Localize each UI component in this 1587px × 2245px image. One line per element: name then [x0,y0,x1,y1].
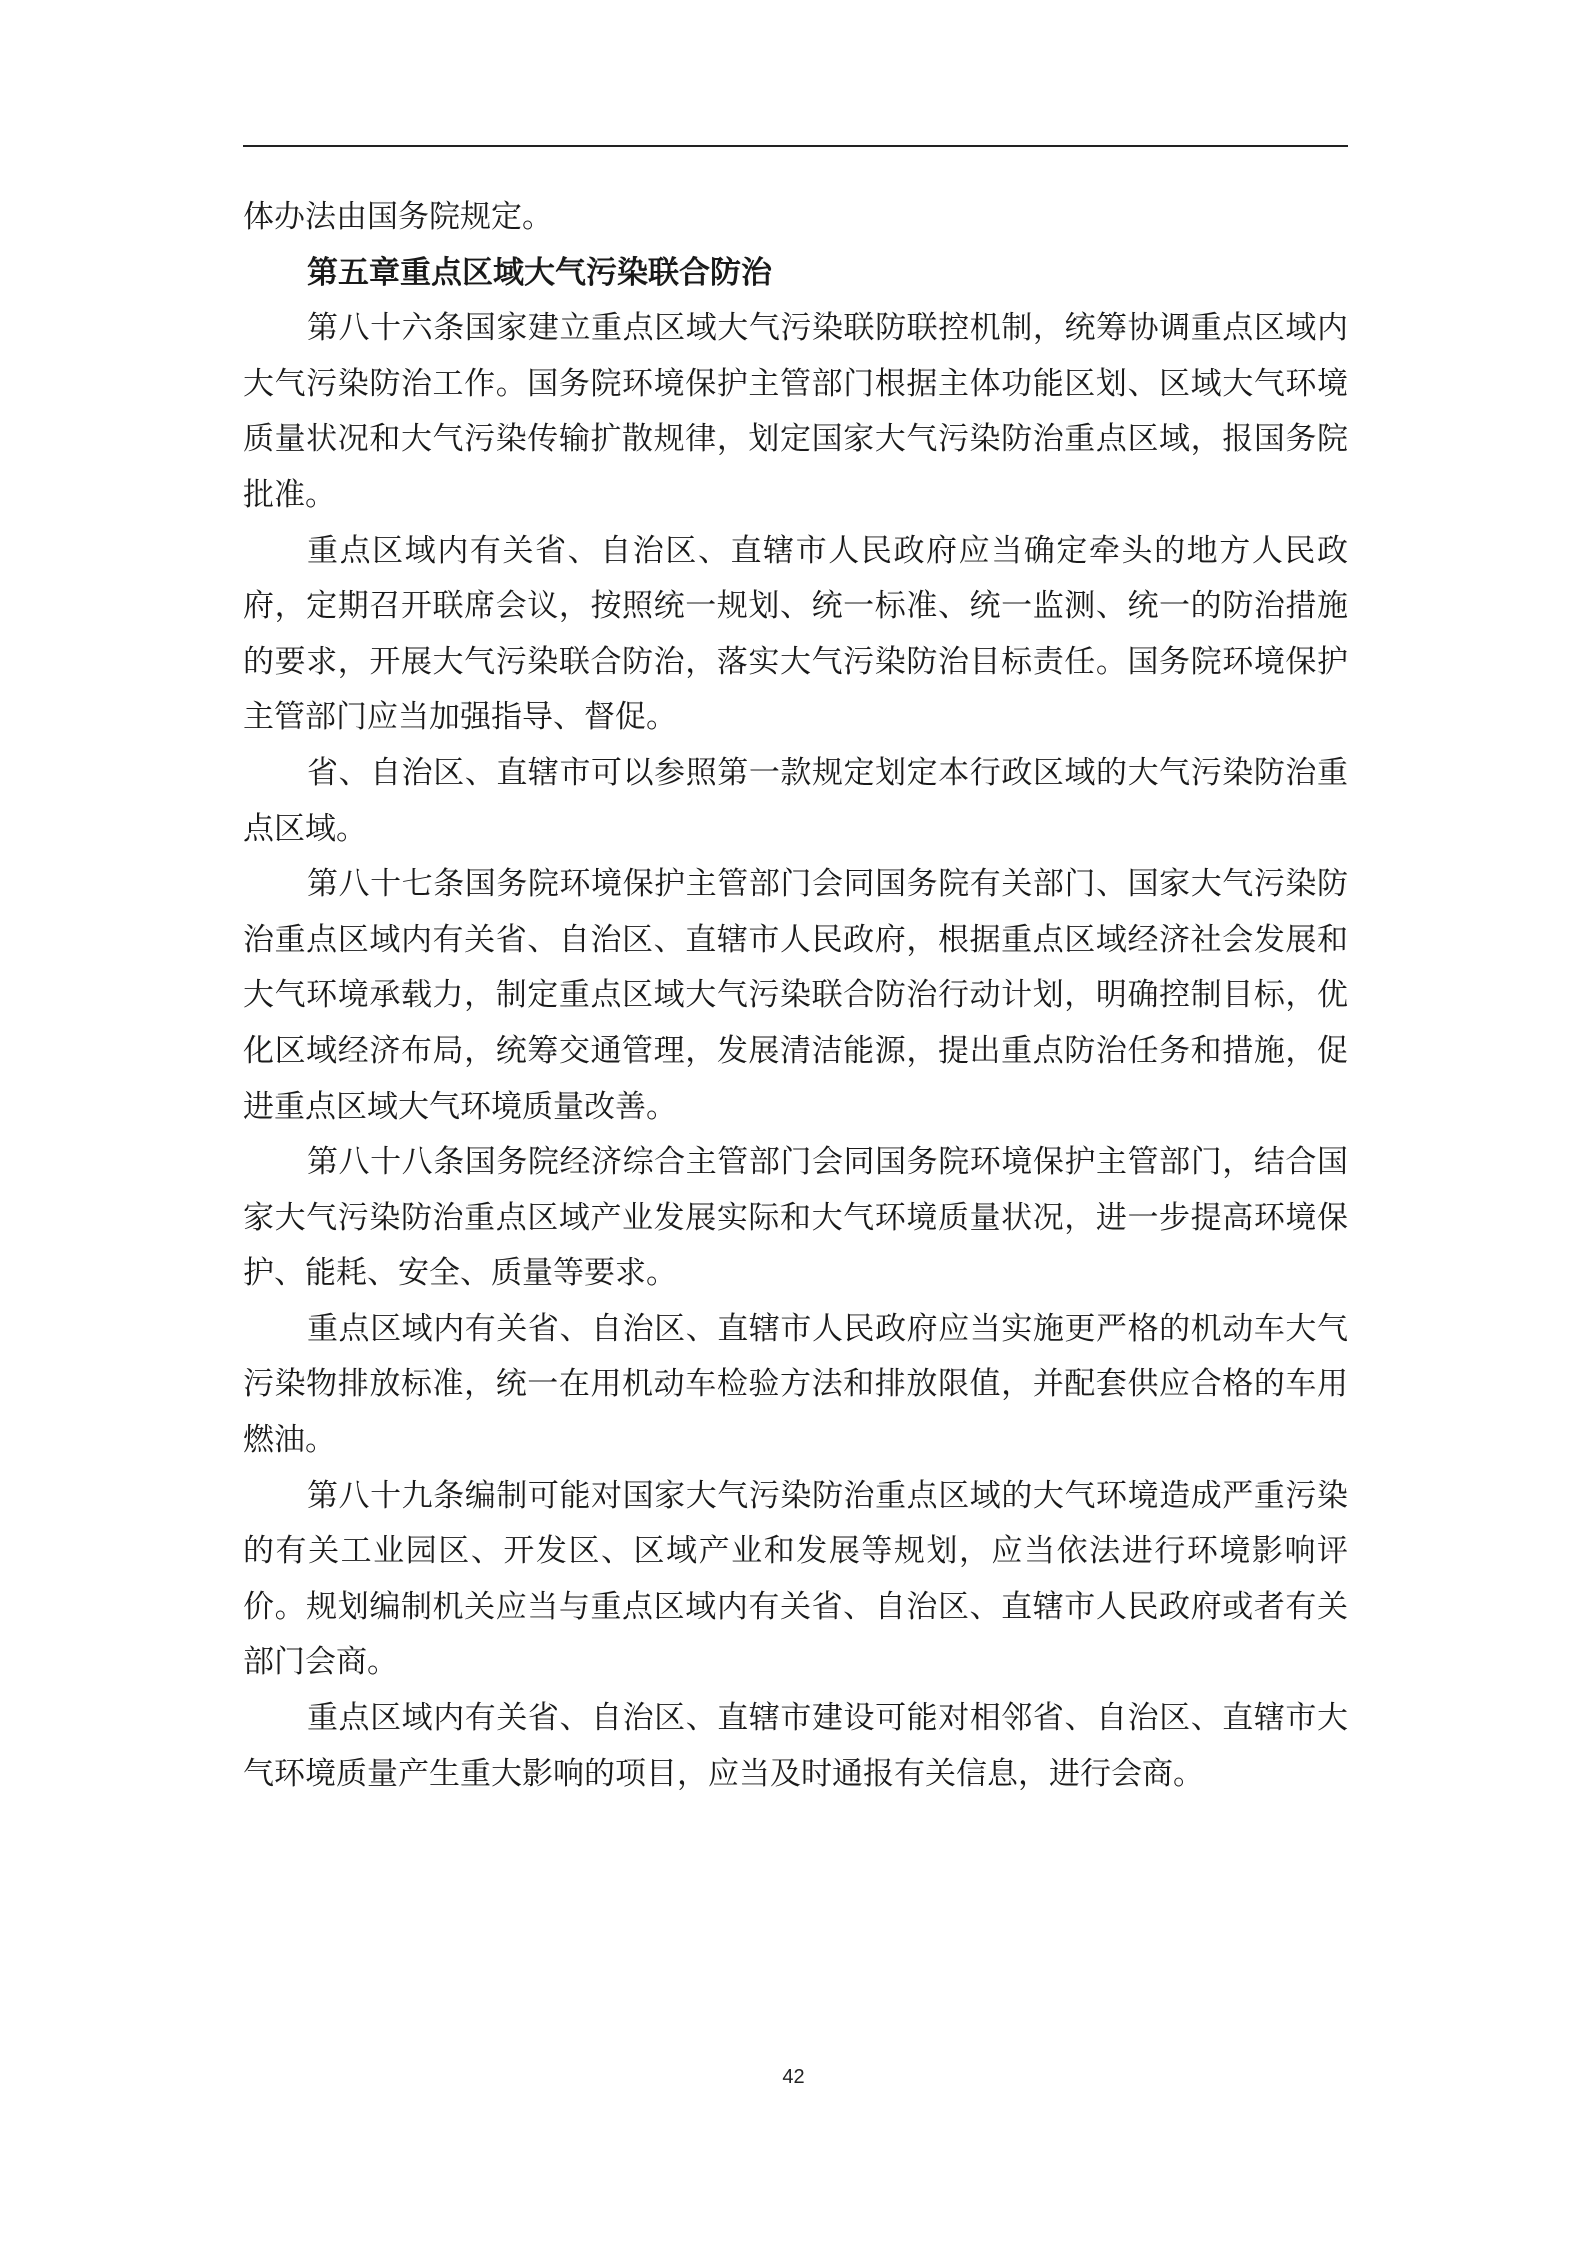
body-text [243,190,1348,1802]
paragraph-article-89: 第八十九条编制可能对国家大气污染防治重点区域的大气环境造成严重污染的有关工业园区、开发区、区域产业和发展等规划，应当依法进行环境影响评价。规划编制机关应当与重点区域内有关省、自治区、直辖市人民政府或者有关部门会商。 [243,1477,1348,1681]
paragraph-article-86: 第八十六条国家建立重点区域大气污染联防联控机制，统筹协调重点区域内大气污染防治工作。国务院环境保护主管部门根据主体功能区划、区域大气环境质量状况和大气污染传输扩散规律，划定国家大气污染防治重点区域，报国务院批准。 [243,310,1348,513]
paragraph-article-86-clause-2: 重点区域内有关省、自治区、直辖市人民政府应当确定牵头的地方人民政府，定期召开联席会议，按照统一规划、统一标准、统一监测、统一的防治措施的要求，开展大气污染联合防治，落实大气污染防治目标责任。国务院环境保护主管部门应当加强指导、督促。 [243,532,1348,736]
header-rule [243,145,1348,147]
paragraph-article-89-clause-2: 重点区域内有关省、自治区、直辖市建设可能对相邻省、自治区、直辖市大气环境质量产生重大影响的项目，应当及时通报有关信息，进行会商。 [243,1700,1348,1792]
paragraph-article-88: 第八十八条国务院经济综合主管部门会同国务院环境保护主管部门，结合国家大气污染防治重点区域产业发展实际和大气环境质量状况，进一步提高环境保护、能耗、安全、质量等要求。 [243,1144,1348,1292]
paragraph-article-88-clause-2: 重点区域内有关省、自治区、直辖市人民政府应当实施更严格的机动车大气污染物排放标准，统一在用机动车检验方法和排放限值，并配套供应合格的车用燃油。 [243,1310,1348,1459]
paragraph-article-86-clause-3: 省、自治区、直辖市可以参照第一款规定划定本行政区域的大气污染防治重点区域。 [243,754,1348,847]
paragraph-continuation: 体办法由国务院规定。 [243,199,553,235]
chapter-heading: 第五章重点区域大气污染联合防治 [307,254,772,291]
paragraph-article-87: 第八十七条国务院环境保护主管部门会同国务院有关部门、国家大气污染防治重点区域内有关省、自治区、直辖市人民政府，根据重点区域经济社会发展和大气环境承载力，制定重点区域大气污染联合防治行动计划，明确控制目标，优化区域经济布局，统筹交通管理，发展清洁能源，提出重点防治任务和措施，促进重点区域大气环境质量改善。 [243,866,1348,1125]
page-number: 42 [782,2066,805,2088]
